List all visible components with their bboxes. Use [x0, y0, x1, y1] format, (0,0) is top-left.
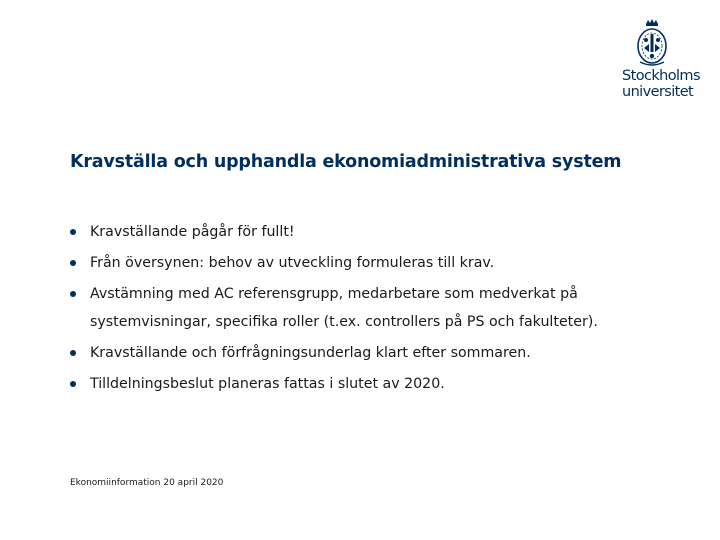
bullet-text: Tilldelningsbeslut planeras fattas i slutet av 2020.	[90, 376, 445, 392]
bullet-item	[70, 339, 670, 367]
bullet-text: Avstämning med AC referensgrupp, medarbetare som medverkat på systemvisningar, specifika roller (t.ex. controllers på PS och fakulteter).	[90, 286, 598, 330]
logo-text-line2: universitet	[622, 84, 694, 100]
bullet-dot-icon	[70, 260, 76, 266]
bullet-text: Kravställande pågår för fullt!	[90, 224, 295, 240]
bullet-item	[70, 370, 670, 398]
logo-text-line1: Stockholms	[622, 68, 700, 84]
university-logo	[614, 18, 706, 102]
bullet-dot-icon	[70, 350, 76, 356]
bullet-dot-icon	[70, 381, 76, 387]
crown-crest-emblem-icon	[630, 18, 674, 68]
bullet-list	[70, 218, 670, 401]
bullet-dot-icon	[70, 229, 76, 235]
slide-title: Kravställa och upphandla ekonomiadministrativa system	[70, 152, 622, 172]
bullet-item	[70, 280, 670, 336]
bullet-text: Från översynen: behov av utveckling formuleras till krav.	[90, 255, 495, 271]
bullet-item	[70, 218, 670, 246]
bullet-dot-icon	[70, 291, 76, 297]
slide-footer: Ekonomiinformation 20 april 2020	[70, 478, 224, 488]
bullet-item	[70, 249, 670, 277]
bullet-text: Kravställande och förfrågningsunderlag klart efter sommaren.	[90, 345, 531, 361]
